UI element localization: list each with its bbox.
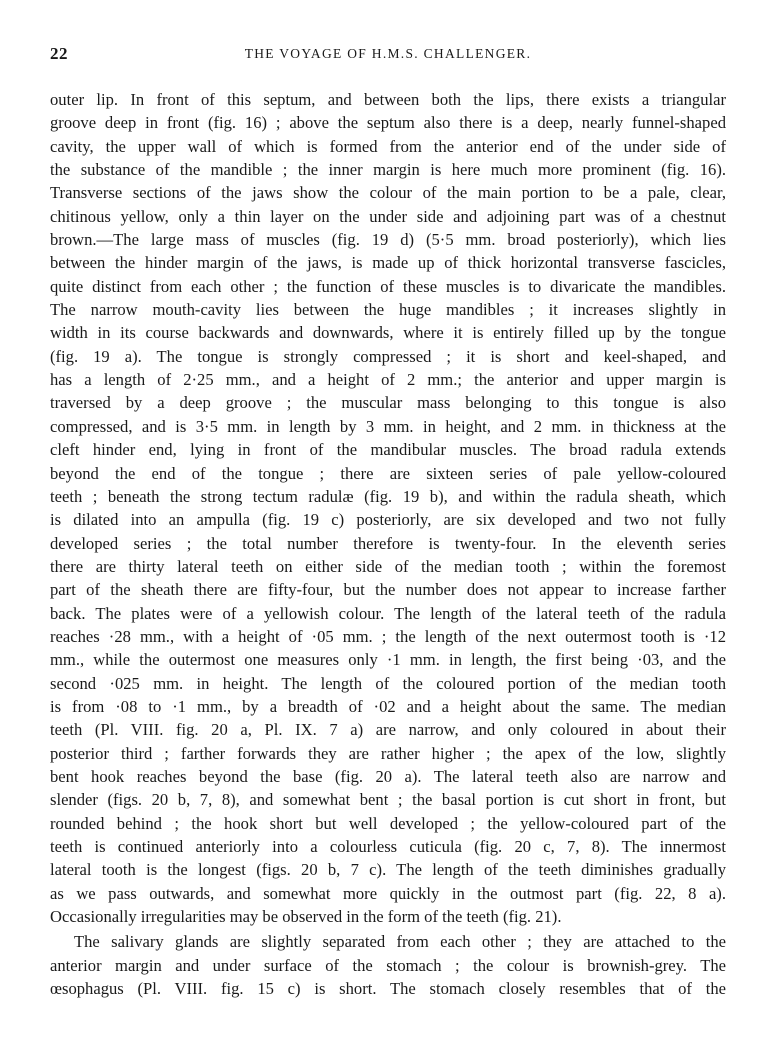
- text-line: teeth is continued anteriorly into a colourless cuticula (fig. 20 c, 7, 8). The innermost: [50, 837, 726, 856]
- text-line: beyond the end of the tongue ; there are sixteen series of pale yellow-coloured: [50, 463, 726, 483]
- text-line: groove deep in front (fig. 16) ; above the septum also there is a deep, nearly funnel-shaped: [50, 113, 726, 133]
- text-line: compressed, and is 3·5 mm. in length by 3 mm. in height, and 2 mm. in thickness at the: [50, 416, 726, 436]
- text-line: anterior margin and under surface of the stomach ; the colour is brownish-grey. The: [50, 955, 726, 975]
- text-line: Transverse sections of the jaws show the colour of the main portion to be a pale, clear,: [50, 183, 726, 203]
- text-line: traversed by a deep groove ; the muscular mass belonging to this tongue is also: [50, 393, 726, 413]
- paragraph-2: [50, 930, 726, 1000]
- running-title: THE VOYAGE OF H.M.S. CHALLENGER.: [244, 46, 532, 61]
- text-line: width in its course backwards and downwards, where it is entirely filled up by the tongue: [50, 323, 726, 343]
- text-line: lateral tooth is the longest (figs. 20 b, 7 c). The length of the teeth diminishes gradually: [50, 860, 726, 880]
- text-line: is dilated into an ampulla (fig. 19 c) posteriorly, are six developed and two not fully: [50, 510, 726, 530]
- text-line: developed series ; the total number therefore is twenty-four. In the eleventh series: [50, 533, 726, 553]
- text-line: The salivary glands are slightly separated from each other ; they are attached to the: [74, 932, 726, 952]
- text-line: rounded behind ; the hook short but well developed ; the yellow-coloured part of the: [50, 813, 726, 833]
- text-line: cavity, the upper wall of which is formed from the anterior end of the under side of: [50, 136, 726, 156]
- text-line: œsophagus (Pl. VIII. fig. 15 c) is short. The stomach closely resembles that of the: [50, 979, 726, 999]
- text-line: The narrow mouth-cavity lies between the huge mandibles ; it increases slightly in: [50, 300, 726, 320]
- text-line: part of the sheath there are fifty-four, but the number does not appear to increase farther: [50, 580, 726, 600]
- text-line: slender (figs. 20 b, 7, 8), and somewhat bent ; the basal portion is cut short in front, but: [50, 790, 726, 810]
- text-line: posterior third ; farther forwards they are rather higher ; the apex of the low, slightly: [50, 743, 726, 763]
- text-line: mm., while the outermost one measures only ·1 mm. in length, the first being ·03, and the: [50, 650, 726, 670]
- text-line: chitinous yellow, only a thin layer on the under side and adjoining part was of a chestnut: [50, 206, 726, 226]
- page-number: 22: [50, 44, 68, 63]
- text-line: outer lip. In front of this septum, and between both the lips, there exists a triangular: [50, 90, 726, 109]
- text-line: teeth (Pl. VIII. fig. 20 a, Pl. IX. 7 a) are narrow, and only coloured in about their: [50, 720, 726, 740]
- paragraph-1: [50, 88, 726, 928]
- text-line: reaches ·28 mm., with a height of ·05 mm. ; the length of the next outermost tooth is ·12: [50, 626, 726, 646]
- text-line: brown.—The large mass of muscles (fig. 19 d) (5·5 mm. broad posteriorly), which lies: [50, 230, 726, 250]
- text-line: between the hinder margin of the jaws, is made up of thick horizontal transverse fascicles,: [50, 253, 726, 273]
- text-line: the substance of the mandible ; the inner margin is here much more prominent (fig. 16).: [50, 160, 726, 180]
- text-line: Occasionally irregularities may be observed in the form of the teeth (fig. 21).: [50, 907, 562, 927]
- text-line: quite distinct from each other ; the function of these muscles is to divaricate the mandibles.: [50, 276, 726, 296]
- text-line: has a length of 2·25 mm., and a height of 2 mm.; the anterior and upper margin is: [50, 370, 726, 390]
- body-text: [50, 88, 726, 1000]
- text-line: back. The plates were of a yellowish colour. The length of the lateral teeth of the radula: [50, 603, 726, 623]
- text-line: as we pass outwards, and somewhat more quickly in the outmost part (fig. 22, 8 a).: [50, 883, 726, 903]
- text-line: (fig. 19 a). The tongue is strongly compressed ; it is short and keel-shaped, and: [50, 346, 726, 366]
- page-header: [50, 44, 726, 68]
- text-line: second ·025 mm. in height. The length of the coloured portion of the median tooth: [50, 673, 726, 693]
- text-line: is from ·08 to ·1 mm., by a breadth of ·02 and a height about the same. The median: [50, 696, 726, 716]
- text-line: there are thirty lateral teeth on either side of the median tooth ; within the foremost: [50, 556, 726, 576]
- text-line: cleft hinder end, lying in front of the mandibular muscles. The broad radula extends: [50, 440, 726, 460]
- text-line: teeth ; beneath the strong tectum radulæ (fig. 19 b), and within the radula sheath, which: [50, 486, 726, 506]
- text-line: bent hook reaches beyond the base (fig. 20 a). The lateral teeth also are narrow and: [50, 766, 726, 786]
